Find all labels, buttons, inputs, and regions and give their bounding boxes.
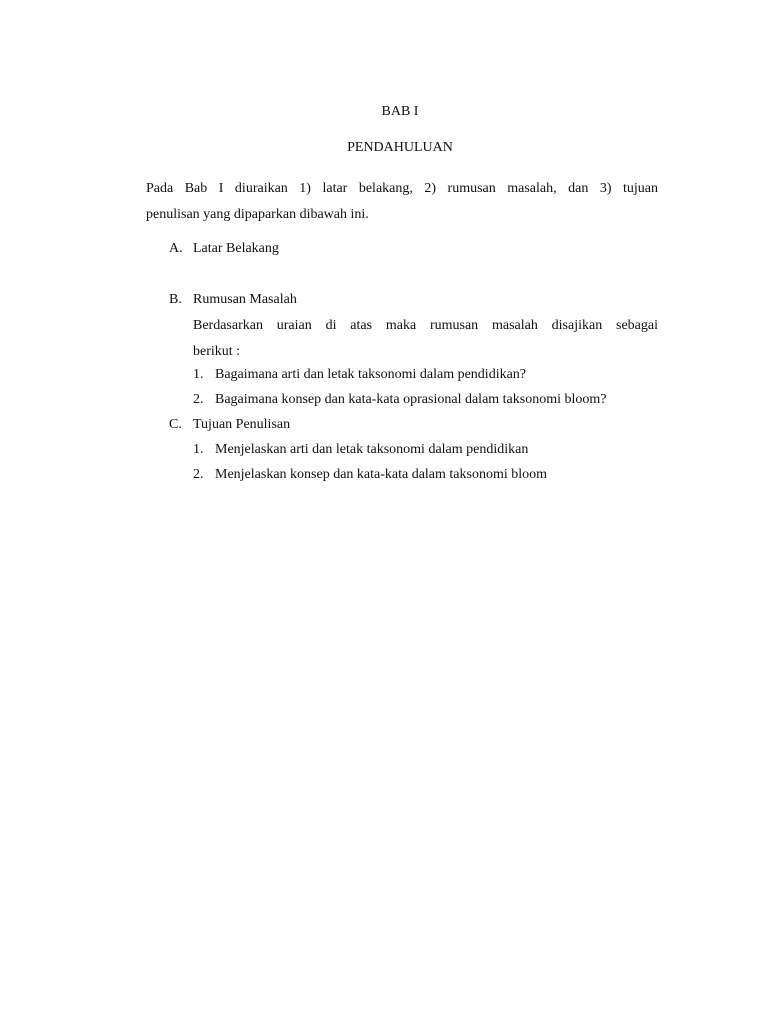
intro-line-2: penulisan yang dipaparkan dibawah ini. — [146, 207, 369, 222]
section-c-letter: C. — [169, 417, 182, 432]
section-b-paragraph-line-2: berikut : — [193, 344, 241, 359]
list-item — [193, 391, 607, 409]
section-b-paragraph-line-1: Berdasarkan uraian di atas maka rumusan masalah disajikan sebagai — [193, 318, 658, 333]
list-item — [193, 366, 526, 384]
list-item-number: 2. — [193, 467, 204, 482]
section-b-title: Rumusan Masalah — [193, 292, 297, 307]
section-a-letter: A. — [169, 241, 183, 256]
list-item — [193, 441, 528, 459]
chapter-label: BAB I — [381, 104, 419, 119]
section-c-title: Tujuan Penulisan — [193, 417, 291, 432]
list-item-number: 1. — [193, 442, 204, 457]
list-item-text: Bagaimana arti dan letak taksonomi dalam pendidikan? — [215, 367, 527, 382]
list-item — [193, 466, 547, 484]
list-item-text: Bagaimana konsep dan kata-kata oprasional dalam taksonomi bloom? — [215, 392, 607, 407]
section-a-title: Latar Belakang — [193, 241, 279, 256]
list-item-number: 1. — [193, 367, 204, 382]
intro-paragraph — [146, 176, 658, 228]
list-item-text: Menjelaskan konsep dan kata-kata dalam taksonomi bloom — [215, 467, 548, 482]
section-b-paragraph — [193, 313, 658, 365]
section-b-heading — [169, 291, 297, 309]
intro-line-1: Pada Bab I diuraikan 1) latar belakang, 2) rumusan masalah, dan 3) tujuan — [146, 181, 658, 196]
list-item-number: 2. — [193, 392, 204, 407]
section-a-heading — [169, 240, 279, 258]
chapter-title: PENDAHULUAN — [347, 140, 453, 155]
section-c-heading — [169, 416, 290, 434]
section-b-letter: B. — [169, 292, 182, 307]
list-item-text: Menjelaskan arti dan letak taksonomi dalam pendidikan — [215, 442, 529, 457]
